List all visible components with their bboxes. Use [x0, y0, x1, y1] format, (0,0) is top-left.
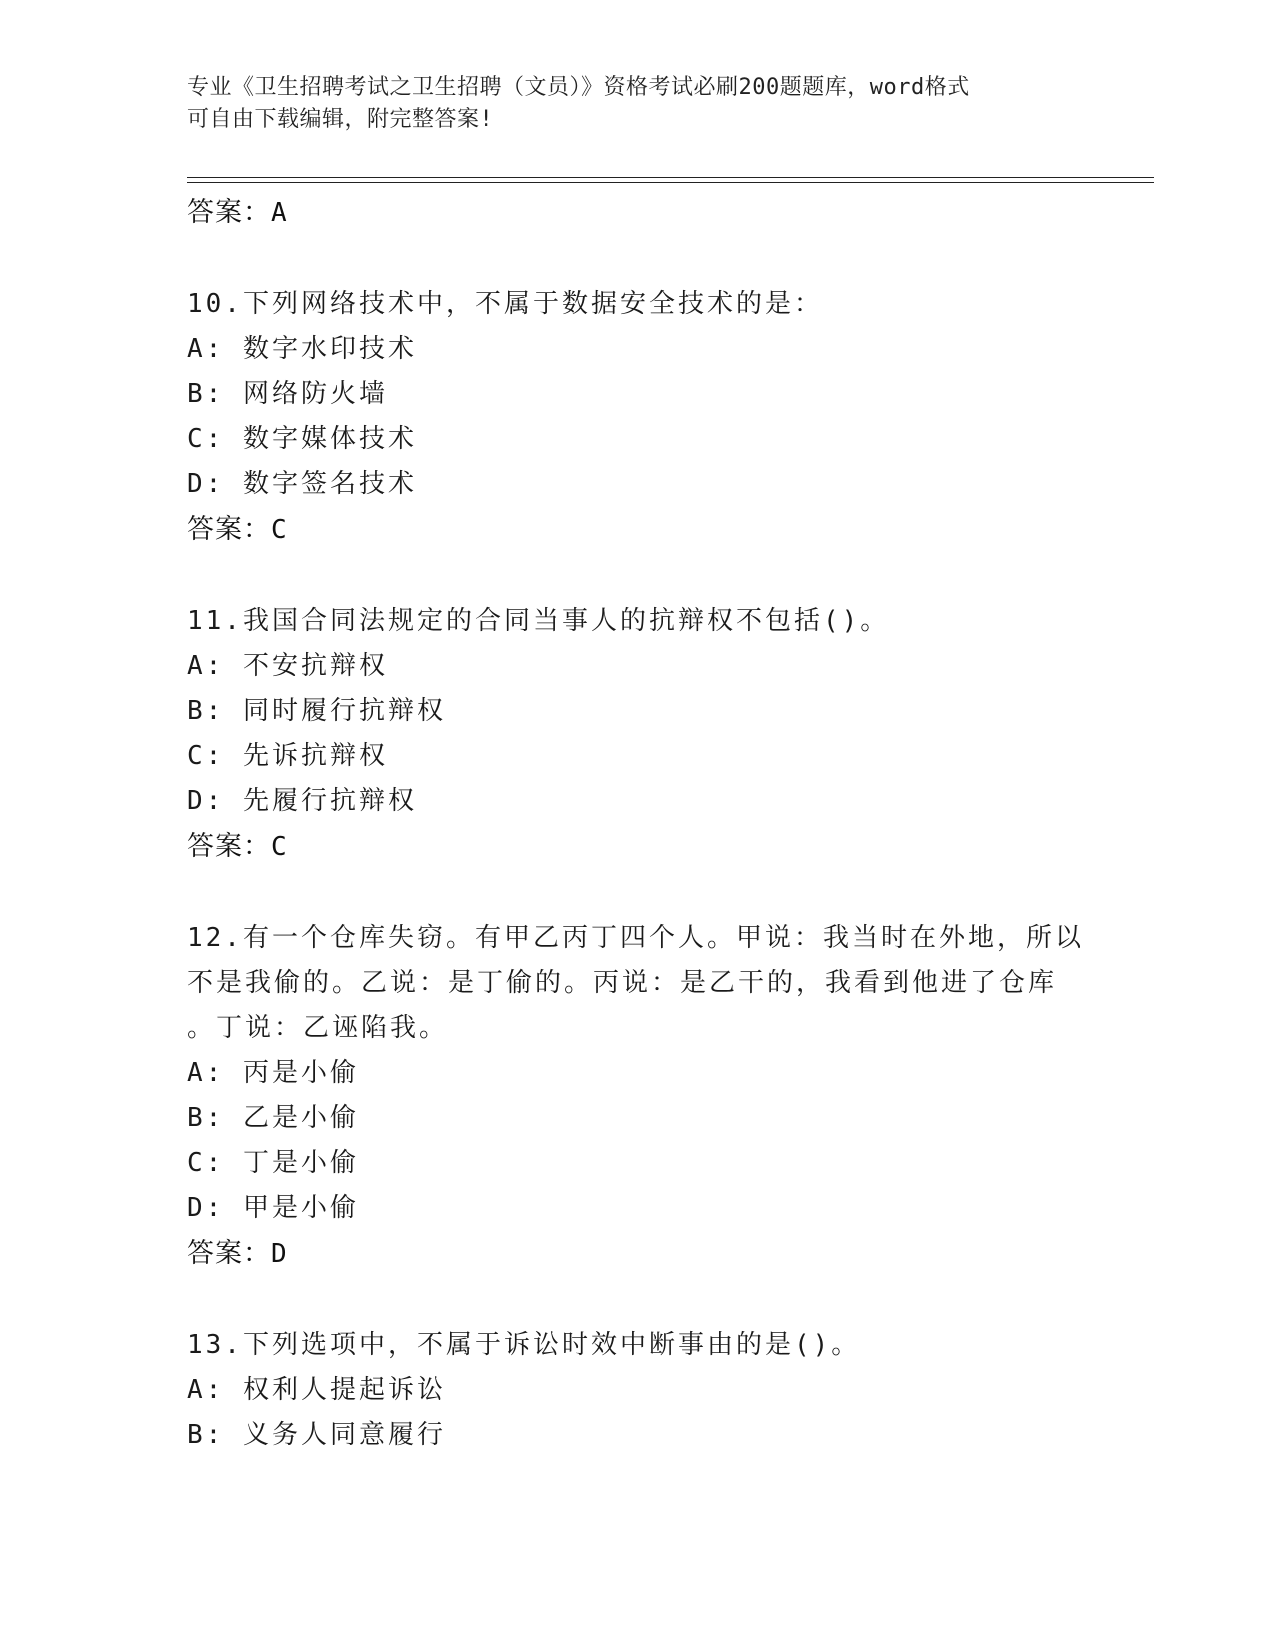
- option-a: A: 不安抗辩权: [187, 651, 388, 681]
- spacer: [187, 235, 1107, 282]
- option-c: C: 丁是小偷: [187, 1148, 359, 1178]
- question-block: [187, 1323, 1107, 1458]
- header-line-2: 可自由下载编辑，附完整答案!: [187, 107, 494, 132]
- option-b: B: 义务人同意履行: [187, 1420, 446, 1450]
- option-d: D: 甲是小偷: [187, 1193, 359, 1223]
- option-b: B: 网络防火墙: [187, 379, 388, 409]
- answer-line: [187, 190, 1107, 235]
- option-c: C: 先诉抗辩权: [187, 741, 388, 771]
- answer-value: A: [271, 198, 288, 228]
- option-b: B: 乙是小偷: [187, 1103, 359, 1133]
- option-b: B: 同时履行抗辩权: [187, 696, 446, 726]
- answer-value: C: [271, 832, 288, 862]
- option-a: A: 丙是小偷: [187, 1058, 359, 1088]
- option-a: A: 数字水印技术: [187, 334, 417, 364]
- option-c: C: 数字媒体技术: [187, 424, 417, 454]
- header-divider: [187, 177, 1154, 183]
- document-header: [187, 72, 1067, 136]
- question-list: [187, 190, 1107, 1458]
- answer-label: 答案：: [187, 1238, 271, 1269]
- question-line: 12.有一个仓库失窃。有甲乙丙丁四个人。甲说：我当时在外地，所以: [187, 923, 1084, 953]
- question-text: [187, 282, 1107, 327]
- answer-label: 答案：: [187, 197, 271, 228]
- question-block: [187, 599, 1107, 869]
- answer-value: D: [271, 1239, 288, 1269]
- question-line: 10.下列网络技术中，不属于数据安全技术的是：: [187, 289, 823, 319]
- answer-line: [187, 1231, 1107, 1276]
- spacer: [187, 869, 1107, 916]
- question-line: 不是我偷的。乙说：是丁偷的。丙说：是乙干的，我看到他进了仓库: [187, 968, 1058, 998]
- question-text: [187, 599, 1107, 644]
- question-text: [187, 1323, 1107, 1368]
- spacer: [187, 1276, 1107, 1323]
- option-a: A: 权利人提起诉讼: [187, 1375, 446, 1405]
- question-text: [187, 916, 1107, 1051]
- spacer: [187, 552, 1107, 599]
- question-block: [187, 282, 1107, 552]
- option-d: D: 数字签名技术: [187, 469, 417, 499]
- question-block: [187, 916, 1107, 1276]
- answer-label: 答案：: [187, 514, 271, 545]
- answer-line: [187, 507, 1107, 552]
- answer-value: C: [271, 515, 288, 545]
- question-line: 11.我国合同法规定的合同当事人的抗辩权不包括()。: [187, 606, 890, 636]
- header-line-1: 专业《卫生招聘考试之卫生招聘（文员）》资格考试必刷200题题库，word格式: [187, 75, 970, 100]
- question-line: 13.下列选项中，不属于诉讼时效中断事由的是()。: [187, 1330, 861, 1360]
- answer-line: [187, 824, 1107, 869]
- answer-label: 答案：: [187, 831, 271, 862]
- question-line: 。丁说：乙诬陷我。: [187, 1013, 449, 1043]
- option-d: D: 先履行抗辩权: [187, 786, 417, 816]
